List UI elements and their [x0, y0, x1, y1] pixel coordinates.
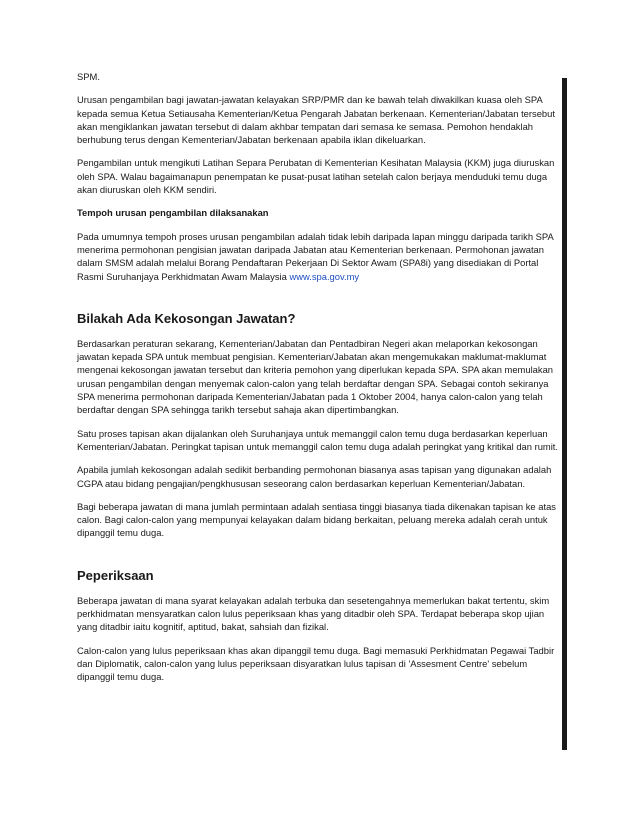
paragraph-urusan: Urusan pengambilan bagi jawatan-jawatan kelayakan SRP/PMR dan ke bawah telah diwakilkan kuasa oleh SPA kepada semua Ketua Setiausaha Kementerian/Ketua Pengarah Jabatan berkenaan. Kementerian/Jabatan tersebut akan mengiklankan jawatan tersebut di dalam akhbar tempatan dari semasa ke semasa. Pemohon hendaklah berhubung terus dengan Kementerian/Jabatan berkenaan apabila iklan dikeluarkan.: [77, 94, 555, 146]
paragraph-pengambilan: Pengambilan untuk mengikuti Latihan Separa Perubatan di Kementerian Kesihatan Malaysia (KKM) juga diuruskan oleh SPA. Walau bagaimanapun penempatan ke pusat-pusat latihan setelah calon berjaya menduduki temu duga akan diuruskan oleh KKM sendiri.: [77, 157, 555, 196]
paragraph-apabila: Apabila jumlah kekosongan adalah sedikit berbanding permohonan biasanya asas tapisan yang digunakan adalah CGPA atau bidang pengajian/pengkhususan seseorang calon berdasarkan keperluan Kementerian/Jabatan.: [77, 464, 552, 489]
heading-peperiksaan: Peperiksaan: [77, 567, 154, 583]
paragraph-berdasarkan: Berdasarkan peraturan sekarang, Kementerian/Jabatan dan Pentadbiran Negeri akan melaporkan kekosongan jawatan kepada SPA untuk membuat pengisian. Kementerian/Jabatan akan mengemukakan maklumat-maklumat mengenai kekosongan jawatan tersebut dan kriteria pemohon yang diperlukan kepada SPA. SPA akan memulakan urusan pengambilan dengan menyemak calon-calon yang telah berdaftar dengan SPA. Sebagai contoh sekiranya SPA menerima permohonan daripada Kementerian/Jabatan pada 1 Oktober 2004, hanya calon-calon yang telah berdaftar dengan SPA sehingga tarikh tersebut sahaja akan dipertimbangkan.: [77, 337, 553, 416]
subheading-tempoh: Tempoh urusan pengambilan dilaksanakan: [77, 207, 269, 219]
paragraph-tempoh-text: Pada umumnya tempoh proses urusan pengambilan adalah tidak lebih daripada lapan minggu daripada tarikh SPA menerima permohonan pengisian jawatan daripada Jabatan atau Kementerian berkenaan. Permohonan jawatan dalam SMSM adalah melalui Borang Pendaftaran Pekerjaan Di Sektor Awam (SPA8i) yang disediakan di Portal Rasmi Suruhanjaya Perkhidmatan Awam Malaysia: [77, 230, 554, 282]
intro-text: SPM.: [77, 71, 100, 82]
vertical-margin-rule: [562, 78, 567, 750]
paragraph-beberapa: Beberapa jawatan di mana syarat kelayakan adalah terbuka dan sesetengahnya memerlukan bakat tertentu, skim perkhidmatan mensyaratkan calon lulus peperiksaan khas yang ditadbir oleh SPA. Terdapat beberapa skop ujian yang ditadbir iaitu kognitif, aptitud, bakat, sahsiah dan fizikal.: [77, 594, 550, 633]
paragraph-bagi: Bagi beberapa jawatan di mana jumlah permintaan adalah sentiasa tinggi biasanya tiada dikenakan tapisan ke atas calon. Bagi calon-calon yang mempunyai kelayakan dalam bidang berkaitan, peluang mereka adalah cerah untuk dipanggil temu duga.: [77, 500, 556, 539]
paragraph-tempoh: [77, 230, 559, 283]
document-body: [77, 70, 559, 694]
heading-bilakah: Bilakah Ada Kekosongan Jawatan?: [77, 310, 296, 326]
paragraph-satu-proses: Satu proses tapisan akan dijalankan oleh Suruhanjaya untuk memanggil calon temu duga berdasarkan keperluan Kementerian/Jabatan. Peringkat tapisan untuk memanggil calon temu duga adalah peringkat yang kritikal dan rumit.: [77, 427, 559, 452]
spa-website-link[interactable]: www.spa.gov.my: [289, 270, 360, 282]
paragraph-calon: Calon-calon yang lulus peperiksaan khas akan dipanggil temu duga. Bagi memasuki Perkhidmatan Pegawai Tadbir dan Diplomatik, calon-calon yang lulus peperiksaan disyaratkan lulus tapisan di 'Assesment Centre' sebelum dipanggil temu duga.: [77, 644, 555, 683]
